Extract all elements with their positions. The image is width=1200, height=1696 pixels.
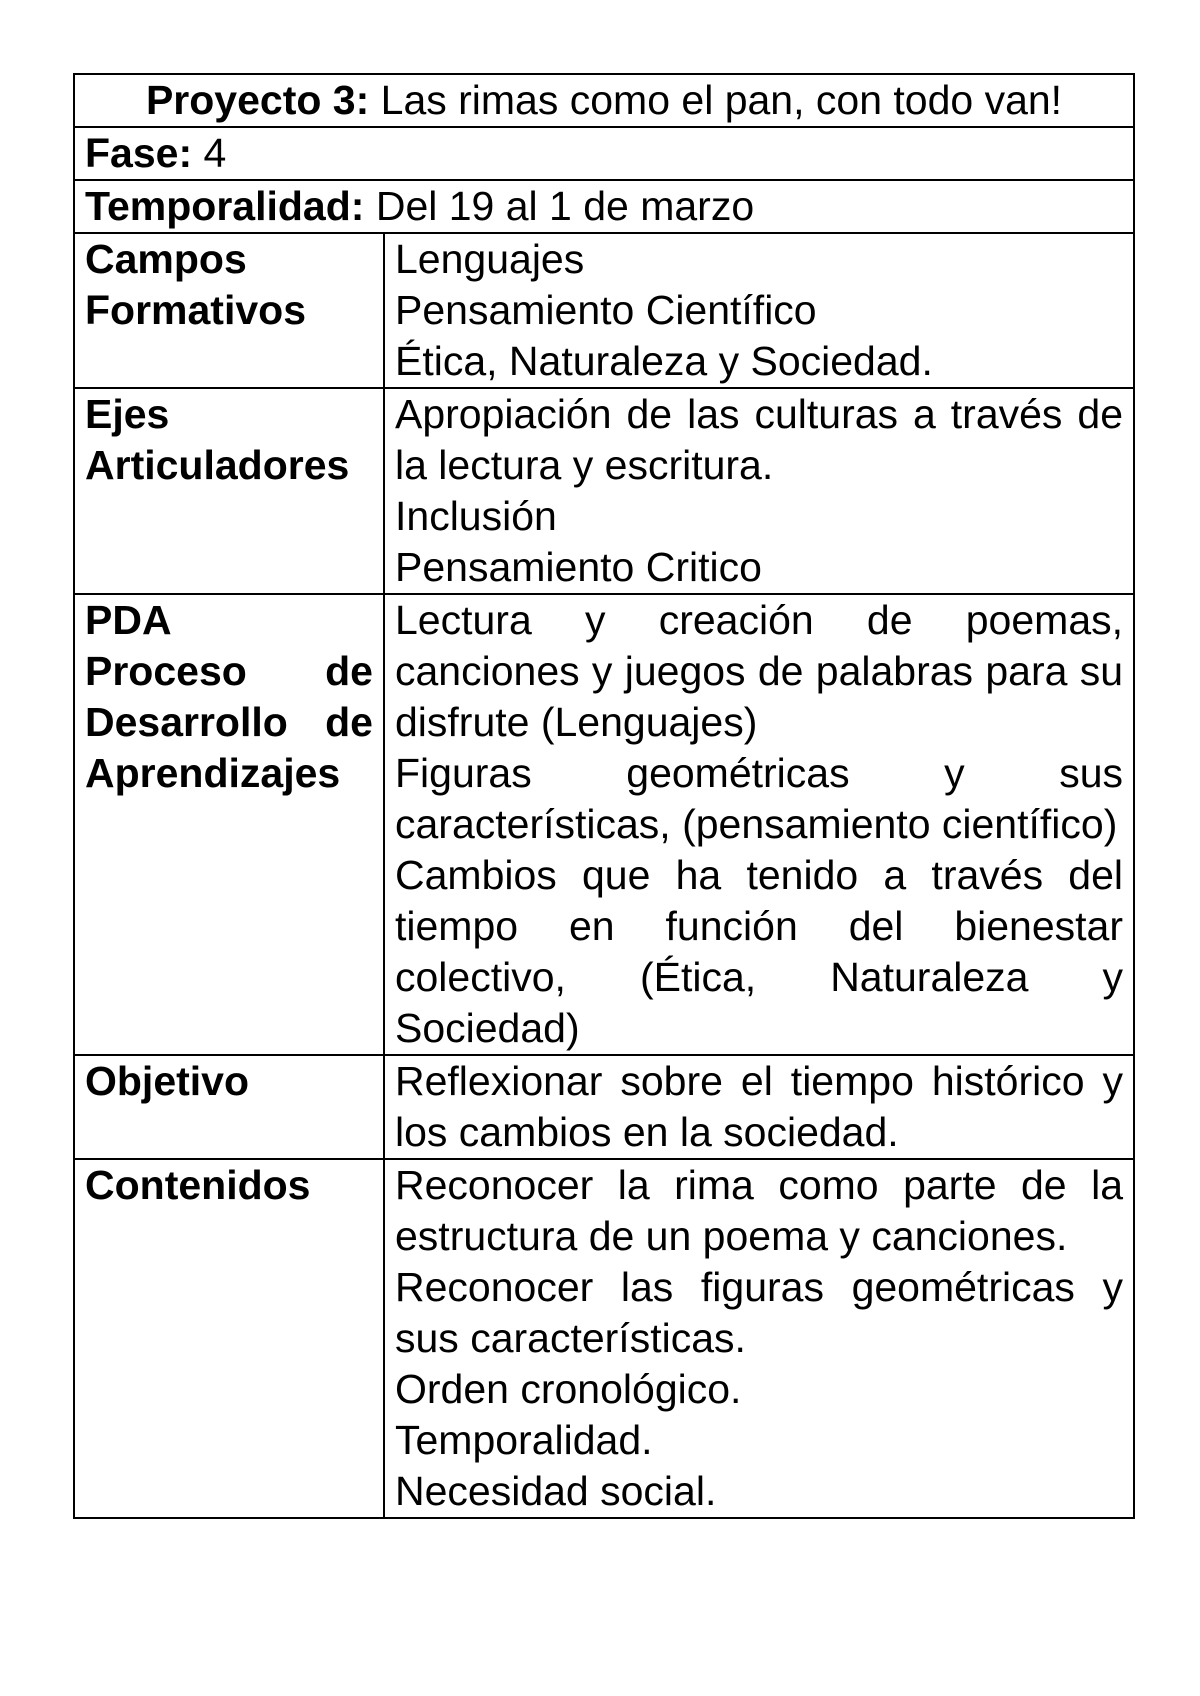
contenido-item: Reconocer la rima como parte de la estructura de un poema y canciones. xyxy=(395,1162,1124,1259)
pda-values xyxy=(384,594,1134,1055)
eje-item: Apropiación de las culturas a través de la lectura y escritura. xyxy=(395,391,1124,488)
period-cell xyxy=(74,180,1134,233)
objetivo-row xyxy=(74,1055,1134,1159)
project-planning-table xyxy=(73,73,1135,1519)
contenido-item: Orden cronológico. xyxy=(395,1366,742,1412)
pda-item: Lectura y creación de poemas, canciones y juegos de palabras para su disfrute (Lenguajes) xyxy=(395,597,1124,745)
ejes-articuladores-values xyxy=(384,388,1134,594)
campo-item: Ética, Naturaleza y Sociedad. xyxy=(395,338,933,384)
contenido-item: Temporalidad. xyxy=(395,1417,653,1463)
pda-item: Cambios que ha tenido a través del tiempo en función del bienestar colectivo, (Ética, Naturaleza y Sociedad) xyxy=(395,852,1124,1051)
period-value: Del 19 al 1 de marzo xyxy=(364,183,755,229)
ejes-articuladores-label xyxy=(74,388,384,594)
project-title-row xyxy=(74,74,1134,127)
project-title-cell xyxy=(74,74,1134,127)
campos-label-line: Campos xyxy=(85,236,247,282)
campos-formativos-values xyxy=(384,233,1134,388)
ejes-label-line: Articuladores xyxy=(85,442,350,488)
contenidos-label: Contenidos xyxy=(74,1159,384,1518)
pda-label xyxy=(74,594,384,1055)
pda-label-line: PDA xyxy=(85,597,172,643)
pda-item: Figuras geométricas y sus características, (pensamiento científico) xyxy=(395,750,1124,847)
objetivo-label: Objetivo xyxy=(74,1055,384,1159)
contenido-item: Reconocer las figuras geométricas y sus características. xyxy=(395,1264,1124,1361)
pda-label-line: Proceso de Desarrollo de Aprendizajes xyxy=(85,648,373,796)
planning-sheet xyxy=(73,73,1133,1519)
project-label: Proyecto 3: xyxy=(145,77,370,123)
phase-row xyxy=(74,127,1134,180)
campos-formativos-row xyxy=(74,233,1134,388)
eje-item: Pensamiento Critico xyxy=(395,544,762,590)
period-label: Temporalidad: xyxy=(85,183,365,229)
contenido-item: Necesidad social. xyxy=(395,1468,717,1514)
phase-cell xyxy=(74,127,1134,180)
objetivo-text: Reflexionar sobre el tiempo histórico y los cambios en la sociedad. xyxy=(395,1058,1124,1155)
campo-item: Lenguajes xyxy=(395,236,585,282)
campos-formativos-label xyxy=(74,233,384,388)
contenidos-row xyxy=(74,1159,1134,1518)
ejes-articuladores-row xyxy=(74,388,1134,594)
project-title: Las rimas como el pan, con todo van! xyxy=(369,77,1063,123)
campo-item: Pensamiento Científico xyxy=(395,287,817,333)
pda-row xyxy=(74,594,1134,1055)
contenidos-values xyxy=(384,1159,1134,1518)
campos-label-line: Formativos xyxy=(85,287,306,333)
phase-value: 4 xyxy=(192,130,227,176)
phase-label: Fase: xyxy=(85,130,193,176)
eje-item: Inclusión xyxy=(395,493,557,539)
period-row xyxy=(74,180,1134,233)
objetivo-value xyxy=(384,1055,1134,1159)
ejes-label-line: Ejes xyxy=(85,391,170,437)
